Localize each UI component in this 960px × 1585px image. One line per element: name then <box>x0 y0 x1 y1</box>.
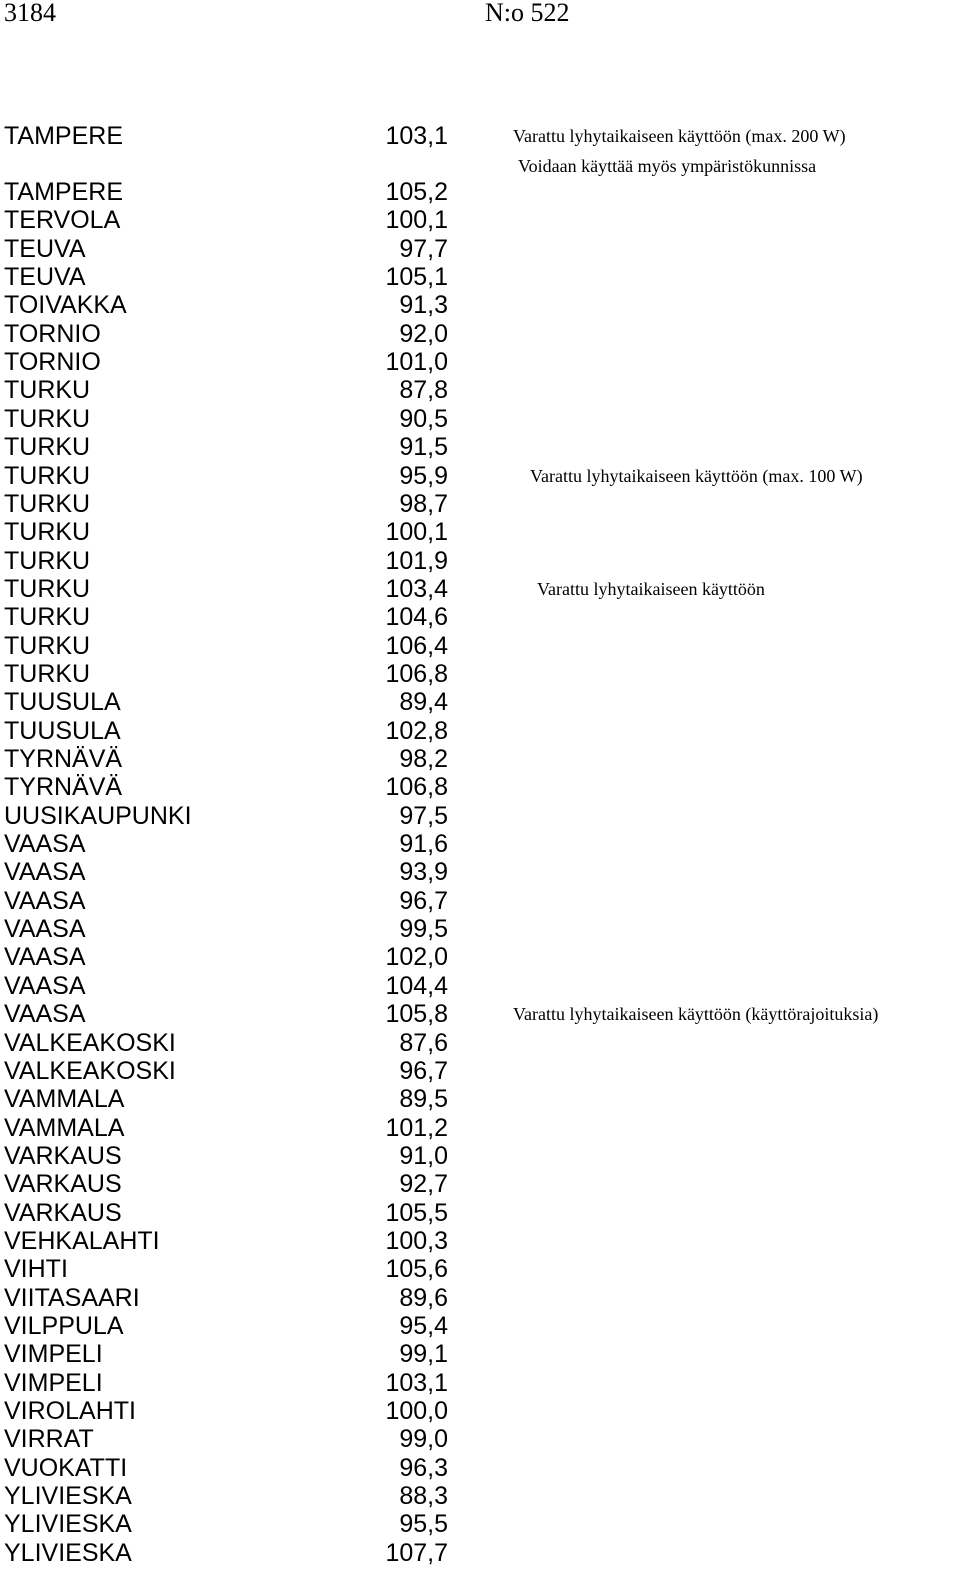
place-name: TYRNÄVÄ <box>4 745 123 773</box>
row-note: Varattu lyhytaikaiseen käyttöön (max. 200 W) <box>513 126 846 146</box>
place-name: TURKU <box>4 659 91 688</box>
place-name: TURKU <box>4 603 91 632</box>
frequency-value: 97,5 <box>399 801 448 830</box>
place-name: TUUSULA <box>4 688 121 717</box>
place-name: TOIVAKKA <box>4 291 127 320</box>
frequency-value: 87,6 <box>399 1028 448 1057</box>
row-note: Varattu lyhytaikaiseen käyttöön (käyttörajoituksia) <box>513 1004 879 1025</box>
place-name: TEUVA <box>4 234 86 263</box>
frequency-value: 105,1 <box>385 263 448 292</box>
frequency-value: 95,9 <box>399 461 448 490</box>
row-note-secondary: Voidaan käyttää myös ympäristökunnissa <box>518 156 817 176</box>
list-item <box>0 943 960 971</box>
place-name: VIRRAT <box>4 1425 94 1454</box>
row-note: Varattu lyhytaikaiseen käyttöön <box>537 578 765 599</box>
frequency-value: 93,9 <box>399 858 448 887</box>
place-name: TURKU <box>4 404 91 433</box>
frequency-value: 105,6 <box>385 1255 448 1284</box>
list-item <box>0 490 960 518</box>
frequency-value: 102,8 <box>385 716 448 745</box>
list-item <box>0 717 960 745</box>
list-item <box>0 1340 960 1368</box>
place-name: UUSIKAUPUNKI <box>4 801 192 830</box>
place-name: VIHTI <box>4 1255 68 1284</box>
row-note: Varattu lyhytaikaiseen käyttöön (max. 100 W) <box>530 465 863 486</box>
list-item <box>0 1057 960 1085</box>
list-item <box>0 1000 960 1028</box>
frequency-value: 91,6 <box>399 830 448 859</box>
frequency-value: 103,4 <box>385 574 448 603</box>
frequency-value: 91,0 <box>399 1141 448 1170</box>
place-name: VAASA <box>4 858 86 887</box>
list-item <box>0 1199 960 1227</box>
frequency-value: 99,5 <box>399 915 448 944</box>
place-name: TURKU <box>4 546 91 575</box>
frequency-value: 96,7 <box>399 1056 448 1085</box>
place-name: VILPPULA <box>4 1312 124 1340</box>
frequency-value: 100,1 <box>385 206 448 235</box>
place-name: TAMPERE <box>4 178 123 206</box>
place-name: VEHKALAHTI <box>4 1226 160 1255</box>
frequency-value: 95,5 <box>399 1510 448 1539</box>
list-item <box>0 1284 960 1312</box>
place-name: VIITASAARI <box>4 1283 140 1312</box>
place-name: VARKAUS <box>4 1198 122 1227</box>
frequency-value: 106,4 <box>385 631 448 660</box>
list-item <box>0 887 960 915</box>
place-name: TYRNÄVÄ <box>4 773 123 802</box>
list-item <box>0 1454 960 1482</box>
list-item <box>0 603 960 631</box>
frequency-value: 100,3 <box>385 1226 448 1255</box>
frequency-value: 105,8 <box>385 1000 448 1029</box>
frequency-value: 99,1 <box>399 1340 448 1369</box>
place-name: VIMPELI <box>4 1368 103 1397</box>
list-item <box>0 1397 960 1425</box>
list-item <box>0 1369 960 1397</box>
list-item <box>0 1029 960 1057</box>
list-item <box>0 1085 960 1113</box>
frequency-value: 98,2 <box>399 745 448 773</box>
place-name: VAMMALA <box>4 1113 125 1142</box>
frequency-value: 103,1 <box>385 1368 448 1397</box>
place-name: YLIVIESKA <box>4 1510 132 1539</box>
frequency-value: 106,8 <box>385 773 448 802</box>
frequency-value: 104,4 <box>385 971 448 1000</box>
list-item <box>0 320 960 348</box>
place-name: TURKU <box>4 433 91 462</box>
list-item <box>0 972 960 1000</box>
place-name: VAMMALA <box>4 1085 125 1114</box>
list-item <box>0 1312 960 1340</box>
frequency-value: 88,3 <box>399 1482 448 1511</box>
frequency-value: 90,5 <box>399 404 448 433</box>
place-name: VUOKATTI <box>4 1453 128 1482</box>
frequency-value: 101,2 <box>385 1113 448 1142</box>
frequency-value: 101,9 <box>385 546 448 575</box>
list-item <box>0 376 960 404</box>
place-name: TURKU <box>4 518 91 547</box>
document-number: N:o 522 <box>485 0 570 27</box>
frequency-value: 106,8 <box>385 659 448 688</box>
place-name: VAASA <box>4 1000 86 1029</box>
list-item <box>0 122 960 176</box>
list-item <box>0 518 960 546</box>
frequency-value: 91,3 <box>399 291 448 320</box>
list-item <box>0 1510 960 1538</box>
list-item <box>0 547 960 575</box>
frequency-value: 100,0 <box>385 1397 448 1426</box>
place-name: VAASA <box>4 971 86 1000</box>
list-item <box>0 858 960 886</box>
frequency-value: 107,7 <box>385 1538 448 1567</box>
list-item <box>0 575 960 603</box>
place-name: TURKU <box>4 631 91 660</box>
place-name: TORNIO <box>4 348 101 377</box>
place-name: TAMPERE <box>4 122 123 150</box>
list-item <box>0 206 960 234</box>
list-item <box>0 1539 960 1567</box>
page-number: 3184 <box>4 0 56 27</box>
frequency-value: 89,4 <box>399 688 448 717</box>
place-name: VAASA <box>4 943 86 972</box>
frequency-value: 89,5 <box>399 1085 448 1114</box>
list-item <box>0 1170 960 1198</box>
place-name: VALKEAKOSKI <box>4 1028 176 1057</box>
list-item <box>0 745 960 773</box>
list-item <box>0 178 960 206</box>
frequency-value: 95,4 <box>399 1312 448 1340</box>
list-item <box>0 632 960 660</box>
frequency-value: 87,8 <box>399 376 448 405</box>
frequency-value: 98,7 <box>399 489 448 518</box>
frequency-value: 92,0 <box>399 319 448 348</box>
place-name: TORNIO <box>4 319 101 348</box>
list-item <box>0 802 960 830</box>
list-item <box>0 915 960 943</box>
place-name: VIROLAHTI <box>4 1397 136 1426</box>
place-name: TURKU <box>4 489 91 518</box>
place-name: TURKU <box>4 574 91 603</box>
frequency-value: 102,0 <box>385 943 448 972</box>
frequency-value: 97,7 <box>399 234 448 263</box>
place-name: VIMPELI <box>4 1340 103 1369</box>
list-item <box>0 1255 960 1283</box>
place-name: YLIVIESKA <box>4 1538 132 1567</box>
list-item <box>0 773 960 801</box>
list-item <box>0 1114 960 1142</box>
list-item <box>0 1142 960 1170</box>
frequency-value: 89,6 <box>399 1283 448 1312</box>
frequency-value: 103,1 <box>385 122 448 150</box>
place-name: TEUVA <box>4 263 86 292</box>
place-name: VAASA <box>4 915 86 944</box>
frequency-value: 92,7 <box>399 1170 448 1199</box>
list-item <box>0 433 960 461</box>
list-item <box>0 291 960 319</box>
list-item <box>0 1482 960 1510</box>
place-name: TERVOLA <box>4 206 121 235</box>
place-name: VAASA <box>4 830 86 859</box>
frequency-value: 105,2 <box>385 178 448 206</box>
frequency-value: 100,1 <box>385 518 448 547</box>
list-item <box>0 688 960 716</box>
list-item <box>0 462 960 490</box>
frequency-value: 96,3 <box>399 1453 448 1482</box>
frequency-value: 104,6 <box>385 603 448 632</box>
list-item <box>0 263 960 291</box>
place-name: VALKEAKOSKI <box>4 1056 176 1085</box>
place-name: YLIVIESKA <box>4 1482 132 1511</box>
place-name: VARKAUS <box>4 1141 122 1170</box>
list-item <box>0 1425 960 1453</box>
place-name: TUUSULA <box>4 716 121 745</box>
list-item <box>0 660 960 688</box>
list-item <box>0 830 960 858</box>
place-name: TURKU <box>4 376 91 405</box>
list-item <box>0 348 960 376</box>
frequency-value: 99,0 <box>399 1425 448 1454</box>
place-name: VARKAUS <box>4 1170 122 1199</box>
frequency-value: 91,5 <box>399 433 448 462</box>
list-item <box>0 235 960 263</box>
frequency-value: 105,5 <box>385 1198 448 1227</box>
list-item <box>0 405 960 433</box>
frequency-value: 101,0 <box>385 348 448 377</box>
list-item <box>0 1227 960 1255</box>
place-name: TURKU <box>4 461 91 490</box>
place-name: VAASA <box>4 886 86 915</box>
frequency-value: 96,7 <box>399 886 448 915</box>
